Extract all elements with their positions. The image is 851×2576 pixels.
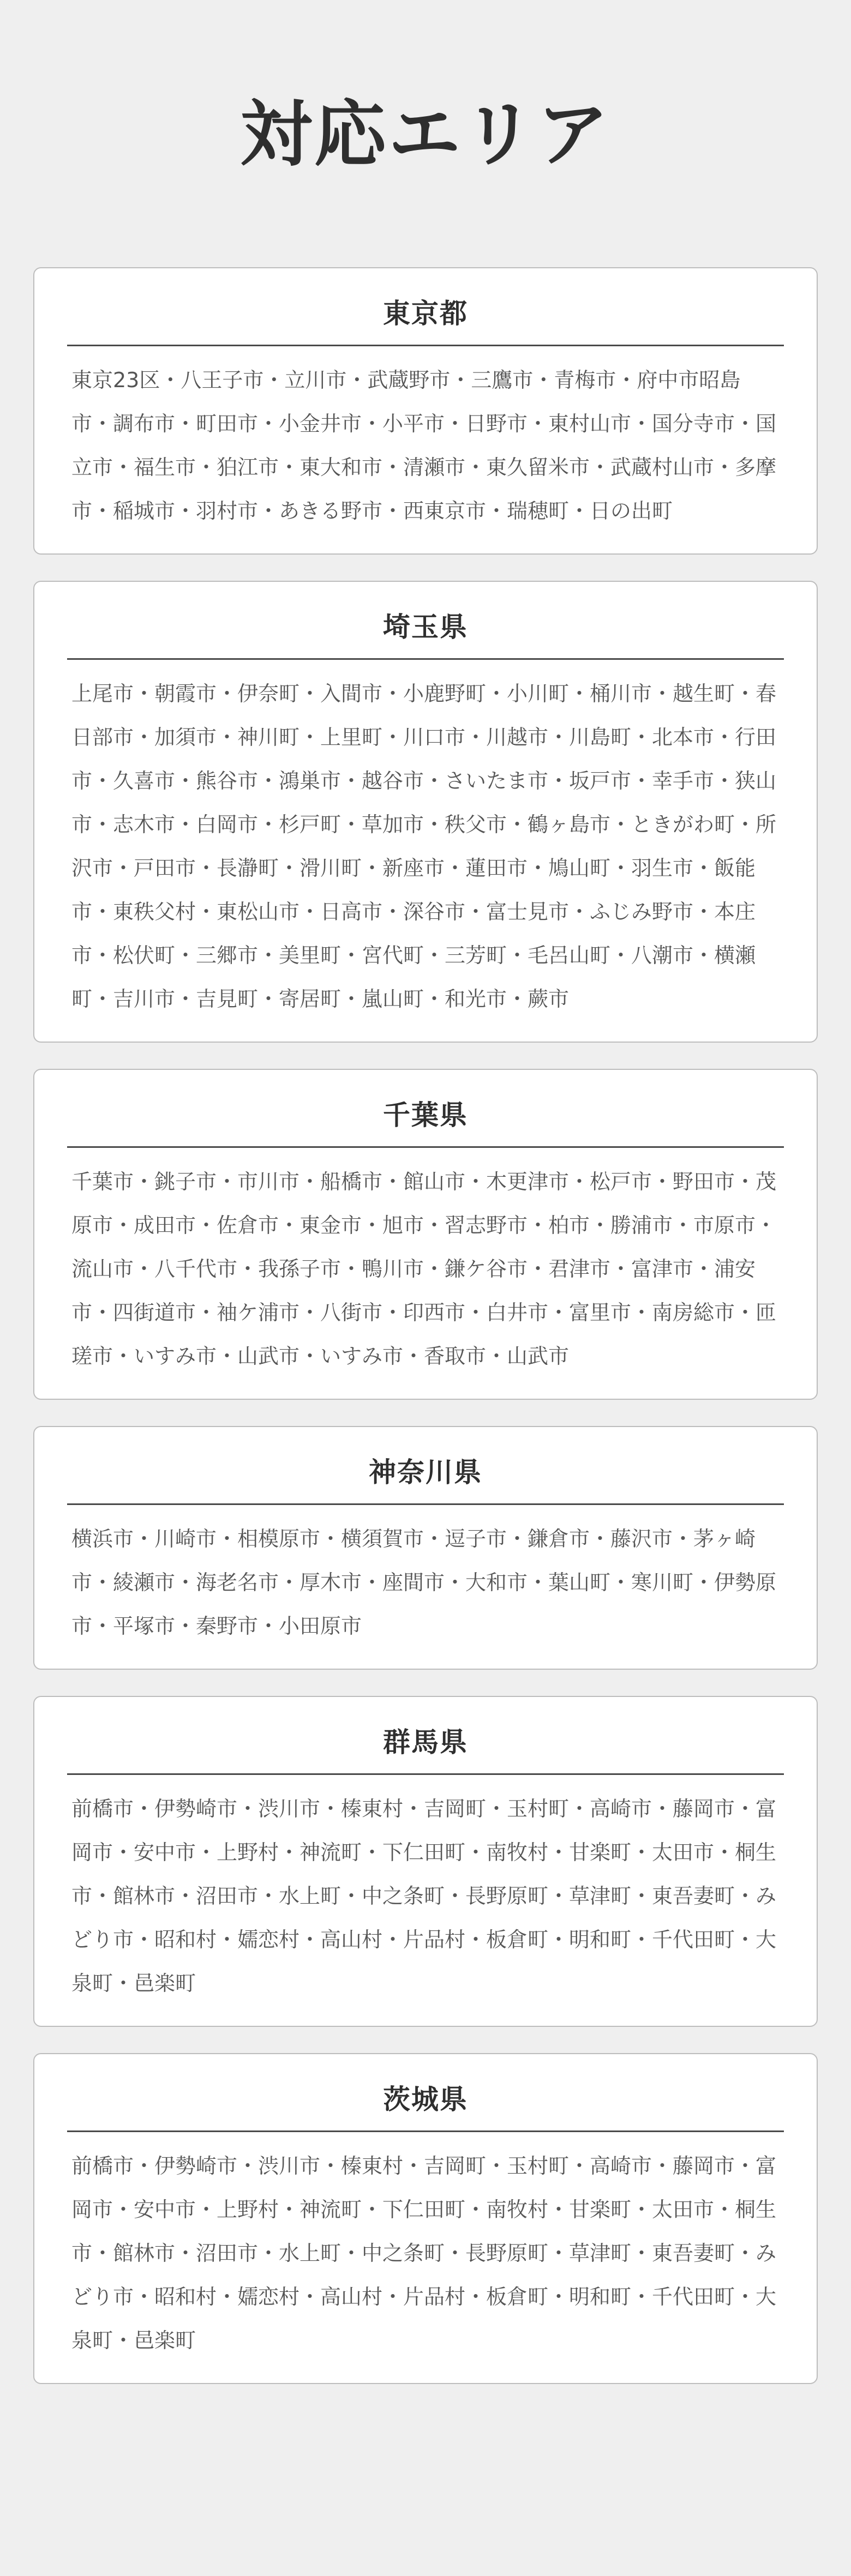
area-city-list: 上尾市・朝霞市・伊奈町・入間市・小鹿野町・小川町・桶川市・越生町・春日部市・加須市・神川町・上里町・川口市・川越市・川島町・北本市・行田市・久喜市・熊谷市・鴻巣市・越谷市・さいたま市・坂戸市・幸手市・狭山市・志木市・白岡市・杉戸町・草加市・秩父市・鶴ヶ島市・ときがわ町・所沢市・戸田市・長瀞町・滑川町・新座市・蓮田市・鳩山町・羽生市・飯能市・東秩父村・東松山市・日高市・深谷市・富士見市・ふじみ野市・本庄市・松伏町・三郷市・美里町・宮代町・三芳町・毛呂山町・八潮市・横瀬町・吉川市・吉見町・寄居町・嵐山町・和光市・蕨市 bbox=[71, 682, 777, 1011]
area-heading: 群馬県 bbox=[67, 1723, 784, 1775]
area-card-gunma bbox=[33, 1696, 818, 2027]
area-card-saitama bbox=[33, 581, 818, 1043]
area-card-kanagawa bbox=[33, 1426, 818, 1670]
area-city-list: 前橋市・伊勢崎市・渋川市・榛東村・吉岡町・玉村町・高崎市・藤岡市・富岡市・安中市・上野村・神流町・下仁田町・南牧村・甘楽町・太田市・桐生市・館林市・沼田市・水上町・中之条町・長野原町・草津町・東吾妻町・みどり市・昭和村・嬬恋村・高山村・片品村・板倉町・明和町・千代田町・大泉町・邑楽町 bbox=[71, 1797, 777, 1995]
area-card-tokyo bbox=[33, 267, 818, 555]
area-heading: 茨城県 bbox=[67, 2080, 784, 2132]
area-city-list: 千葉市・銚子市・市川市・船橋市・館山市・木更津市・松戸市・野田市・茂原市・成田市・佐倉市・東金市・旭市・習志野市・柏市・勝浦市・市原市・流山市・八千代市・我孫子市・鴨川市・鎌ケ谷市・君津市・富津市・浦安市・四街道市・袖ケ浦市・八街市・印西市・白井市・富里市・南房総市・匝瑳市・いすみ市・山武市・いすみ市・香取市・山武市 bbox=[71, 1170, 777, 1368]
area-card-chiba bbox=[33, 1069, 818, 1400]
area-heading: 千葉県 bbox=[67, 1096, 784, 1148]
area-card-ibaraki bbox=[33, 2053, 818, 2384]
area-heading: 神奈川県 bbox=[67, 1453, 784, 1505]
area-city-list: 前橋市・伊勢崎市・渋川市・榛東村・吉岡町・玉村町・高崎市・藤岡市・富岡市・安中市・上野村・神流町・下仁田町・南牧村・甘楽町・太田市・桐生市・館林市・沼田市・水上町・中之条町・長野原町・草津町・東吾妻町・みどり市・昭和村・嬬恋村・高山村・片品村・板倉町・明和町・千代田町・大泉町・邑楽町 bbox=[71, 2154, 777, 2352]
page-title: 対応エリア bbox=[240, 93, 611, 177]
area-heading: 東京都 bbox=[67, 294, 784, 346]
area-heading: 埼玉県 bbox=[67, 608, 784, 660]
area-city-list: 東京23区・八王子市・立川市・武蔵野市・三鷹市・青梅市・府中市昭島市・調布市・町田市・小金井市・小平市・日野市・東村山市・国分寺市・国立市・福生市・狛江市・東大和市・清瀬市・東久留米市・武蔵村山市・多摩市・稲城市・羽村市・あきる野市・西東京市・瑞穂町・日の出町 bbox=[71, 368, 777, 523]
area-list bbox=[0, 267, 851, 2384]
area-city-list: 横浜市・川崎市・相模原市・横須賀市・逗子市・鎌倉市・藤沢市・茅ヶ崎市・綾瀬市・海老名市・厚木市・座間市・大和市・葉山町・寒川町・伊勢原市・平塚市・秦野市・小田原市 bbox=[71, 1527, 777, 1638]
